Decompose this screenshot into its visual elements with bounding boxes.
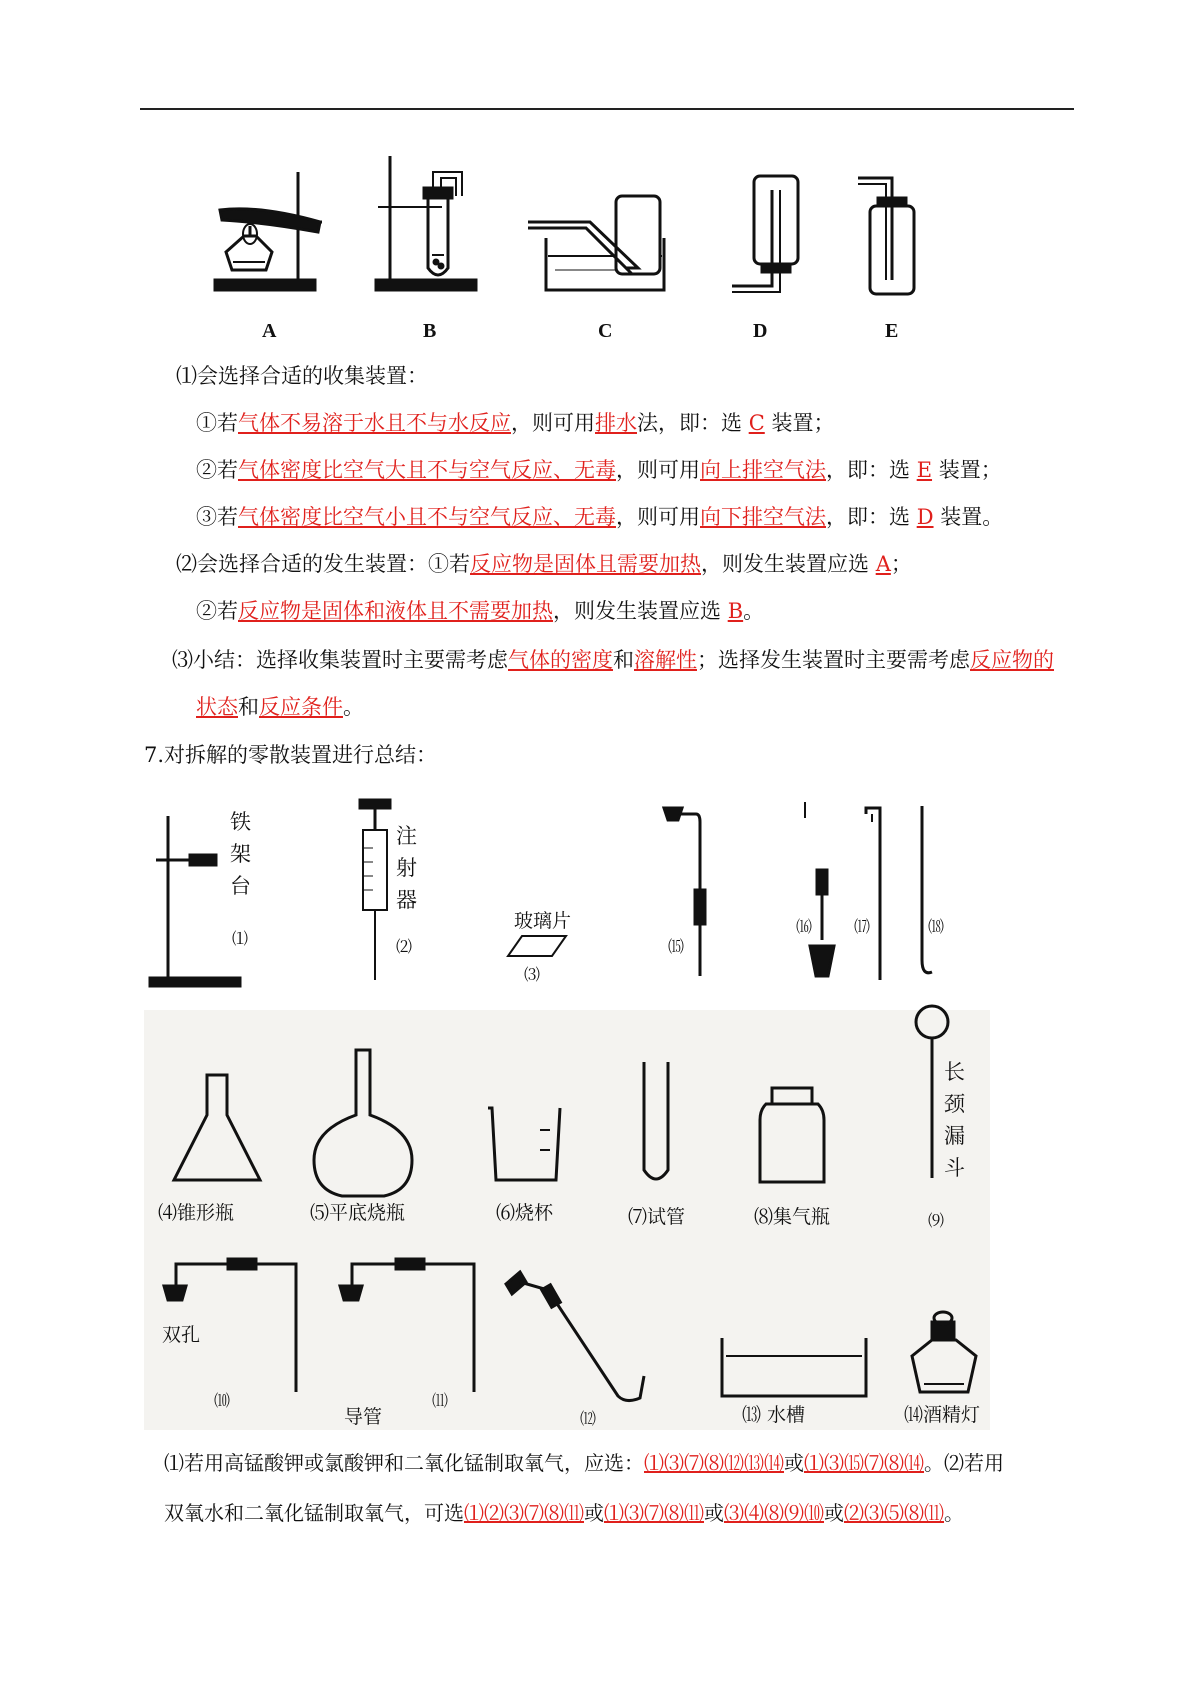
collect-line-2: ②若气体密度比空气大且不与空气反应、无毒，则可用向上排空气法，即：选 E 装置； xyxy=(196,458,1002,482)
test-tube xyxy=(644,1062,668,1179)
bent-delivery-tube xyxy=(506,1272,644,1401)
num-2: ⑵ xyxy=(396,939,413,956)
label-long-neck-funnel: 长颈漏斗 xyxy=(944,1060,965,1180)
answer: 排水 xyxy=(595,411,637,435)
collect-line-3: ③若气体密度比空气小且不与空气反应、无毒，则可用向下排空气法，即：选 D 装置。 xyxy=(196,505,1004,529)
label-two-hole: 双孔 xyxy=(162,1324,201,1346)
answer: ⑵⑶⑸⑻⑾ xyxy=(844,1501,944,1525)
label-syringe: 注射器 xyxy=(396,824,417,912)
j-tube-18 xyxy=(922,806,932,973)
num-16: ⒃ xyxy=(796,919,813,936)
label-a: A xyxy=(262,320,277,342)
num-18: ⒅ xyxy=(928,919,945,936)
num-10: ⑽ xyxy=(214,1393,231,1410)
label-d: D xyxy=(753,320,768,342)
question-2: 双氧水和二氧化锰制取氧气，可选⑴⑵⑶⑺⑻⑾或⑴⑶⑺⑻⑾或⑶⑷⑻⑼⑽或⑵⑶⑸⑻⑾。 xyxy=(164,1501,964,1525)
question-1: ⑴若用高锰酸钾或氯酸钾和二氧化锰制取氧气，应选：⑴⑶⑺⑻⑿⒀⒁或⑴⑶⒂⑺⑻⒁。⑵若用 xyxy=(164,1451,1004,1475)
label-test-tube: ⑺试管 xyxy=(628,1206,686,1228)
answer: ⑴⑶⑺⑻⑾ xyxy=(604,1501,704,1525)
answer: 状态 xyxy=(196,695,238,719)
flat-bottom-flask xyxy=(314,1050,412,1196)
label-water-trough: ⒀ 水槽 xyxy=(742,1404,806,1426)
num-15: ⒂ xyxy=(668,939,685,956)
delivery-tube xyxy=(340,1259,474,1392)
answer: 气体密度比空气大且不与空气反应、无毒 xyxy=(238,458,616,482)
water-trough xyxy=(722,1338,866,1396)
answer: 气体密度比空气小且不与空气反应、无毒 xyxy=(238,505,616,529)
summary-line-2: 状态和反应条件。 xyxy=(196,695,364,719)
answer: B xyxy=(727,599,744,623)
gas-collecting-jar xyxy=(760,1088,824,1182)
answer: ⑴⑵⑶⑺⑻⑾ xyxy=(464,1501,584,1525)
generator-line-1: ⑵会选择合适的发生装置：①若反应物是固体且需要加热，则发生装置应选 A； xyxy=(176,552,912,576)
label-beaker: ⑹烧杯 xyxy=(496,1202,554,1224)
syringe xyxy=(360,800,390,980)
num-1: ⑴ xyxy=(232,931,249,948)
answer: ⑴⑶⑺⑻⑿⒀⒁ xyxy=(644,1451,784,1475)
answer: 反应条件 xyxy=(259,695,343,719)
label-glass-slide: 玻璃片 xyxy=(514,910,572,932)
answer: 反应物是固体且需要加热 xyxy=(470,552,701,576)
dropper-16 xyxy=(805,802,834,976)
iron-stand xyxy=(150,816,240,986)
answer: E xyxy=(916,458,933,482)
answer: 溶解性 xyxy=(634,648,697,672)
num-9: ⑼ xyxy=(928,1213,945,1230)
num-12: ⑿ xyxy=(580,1411,597,1428)
label-b: B xyxy=(423,320,437,342)
answer: C xyxy=(748,411,765,435)
collect-intro: ⑴会选择合适的收集装置： xyxy=(176,364,428,388)
label-e: E xyxy=(885,320,899,342)
collect-line-1: ①若气体不易溶于水且不与水反应，则可用排水法，即：选 C 装置； xyxy=(196,411,835,435)
answer: ⑶⑷⑻⑼⑽ xyxy=(724,1501,824,1525)
label-iron-stand: 铁架台 xyxy=(230,810,251,898)
answer: 向下排空气法 xyxy=(700,505,826,529)
label-tube: 导管 xyxy=(344,1406,383,1428)
label-erlenmeyer-flask: ⑷锥形瓶 xyxy=(158,1202,235,1224)
glass-slide xyxy=(508,936,566,956)
label-gas-jar: ⑻集气瓶 xyxy=(754,1206,831,1228)
answer: ⑴⑶⒂⑺⑻⒁ xyxy=(804,1451,924,1475)
label-flat-bottom-flask: ⑸平底烧瓶 xyxy=(310,1202,406,1224)
num-17: ⒄ xyxy=(854,919,871,936)
label-c: C xyxy=(598,320,613,342)
generator-line-2: ②若反应物是固体和液体且不需要加热，则发生装置应选 B。 xyxy=(196,599,765,623)
answer: 反应物是固体和液体且不需要加热 xyxy=(238,599,553,623)
answer: 向上排空气法 xyxy=(700,458,826,482)
num-3: ⑶ xyxy=(524,967,541,984)
summary-line-1: ⑶小结：选择收集装置时主要需考虑气体的密度和溶解性；选择发生装置时主要需考虑反应物的 xyxy=(172,648,1054,672)
alcohol-lamp xyxy=(912,1312,976,1392)
num-11: ⑾ xyxy=(432,1393,449,1410)
bent-tube-17 xyxy=(866,808,880,980)
answer: 反应物的 xyxy=(970,648,1054,672)
answer: D xyxy=(916,505,934,529)
answer: A xyxy=(875,552,891,576)
label-alcohol-lamp: ⒁酒精灯 xyxy=(904,1404,981,1426)
answer: 气体的密度 xyxy=(508,648,613,672)
section7-title: 7.对拆解的零散装置进行总结： xyxy=(144,743,438,767)
beaker xyxy=(488,1108,560,1180)
answer: 气体不易溶于水且不与水反应 xyxy=(238,411,511,435)
erlenmeyer-flask xyxy=(174,1075,260,1180)
